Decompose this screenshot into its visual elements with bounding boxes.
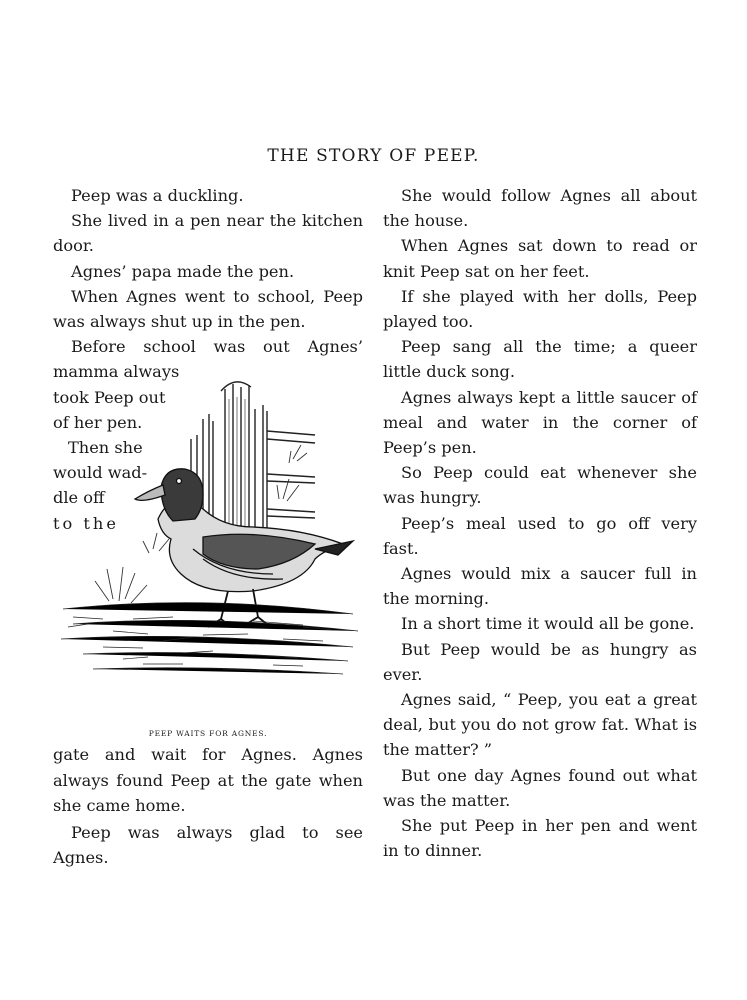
paragraph: She lived in a pen near the kitchen door.: [53, 211, 363, 256]
paragraph: If she played with her dolls, Peep played too.: [383, 286, 697, 332]
page-title: THE STORY OF PEEP.: [267, 146, 480, 166]
text-line: to the: [53, 513, 119, 533]
paragraph: Agnes said, “ Peep, you eat a great deal, but you do not grow fat. What is the matter? ”: [383, 690, 697, 760]
paragraph: She put Peep in her pen and went in to dinner.: [383, 816, 697, 861]
illustration-caption: PEEP WAITS FOR AGNES.: [148, 729, 268, 739]
paragraph: But one day Agnes found out what was the matter.: [383, 765, 697, 810]
paragraph: gate and wait for Agnes. Agnes always found Peep at the gate when she came home.: [53, 745, 363, 815]
paragraph: Peep sang all the time; a queer little duck song.: [383, 337, 697, 382]
paragraph: When Agnes went to school, Peep was always shut up in the pen.: [53, 286, 363, 332]
paragraph: Agnes always kept a little saucer of meal and water in the corner of Peep’s pen.: [383, 387, 697, 458]
text-line: of her pen.: [53, 412, 143, 432]
paragraph: Peep was a duckling.: [71, 186, 244, 205]
duck-illustration: [53, 369, 363, 739]
left-column: [53, 183, 363, 870]
text-line: mamma always: [53, 362, 180, 382]
illustration-wrap-zone: [53, 359, 363, 742]
paragraph: Agnes’ papa made the pen.: [71, 261, 295, 281]
right-column: [383, 183, 697, 863]
paragraph: Agnes would mix a saucer full in the morning.: [383, 564, 697, 609]
text-line: dle off: [53, 488, 105, 508]
paragraph: In a short time it would all be gone.: [401, 614, 695, 634]
text-line: took Peep out: [53, 387, 166, 407]
paragraph: Peep’s meal used to go off very fast.: [383, 513, 697, 558]
paragraph: But Peep would be as hungry as ever.: [383, 639, 697, 684]
paragraph: So Peep could eat whenever she was hungry.: [383, 463, 697, 508]
text-line: would wad-: [53, 463, 148, 483]
text-line: Then she: [68, 438, 143, 458]
paragraph: She would follow Agnes all about the house.: [383, 186, 697, 231]
paragraph: When Agnes sat down to read or knit Peep sat on her feet.: [383, 236, 697, 281]
duck-engraving-icon: [53, 369, 363, 719]
paragraph: Peep was always glad to see Agnes.: [53, 823, 363, 868]
paragraph: Before school was out Agnes’: [71, 337, 363, 357]
